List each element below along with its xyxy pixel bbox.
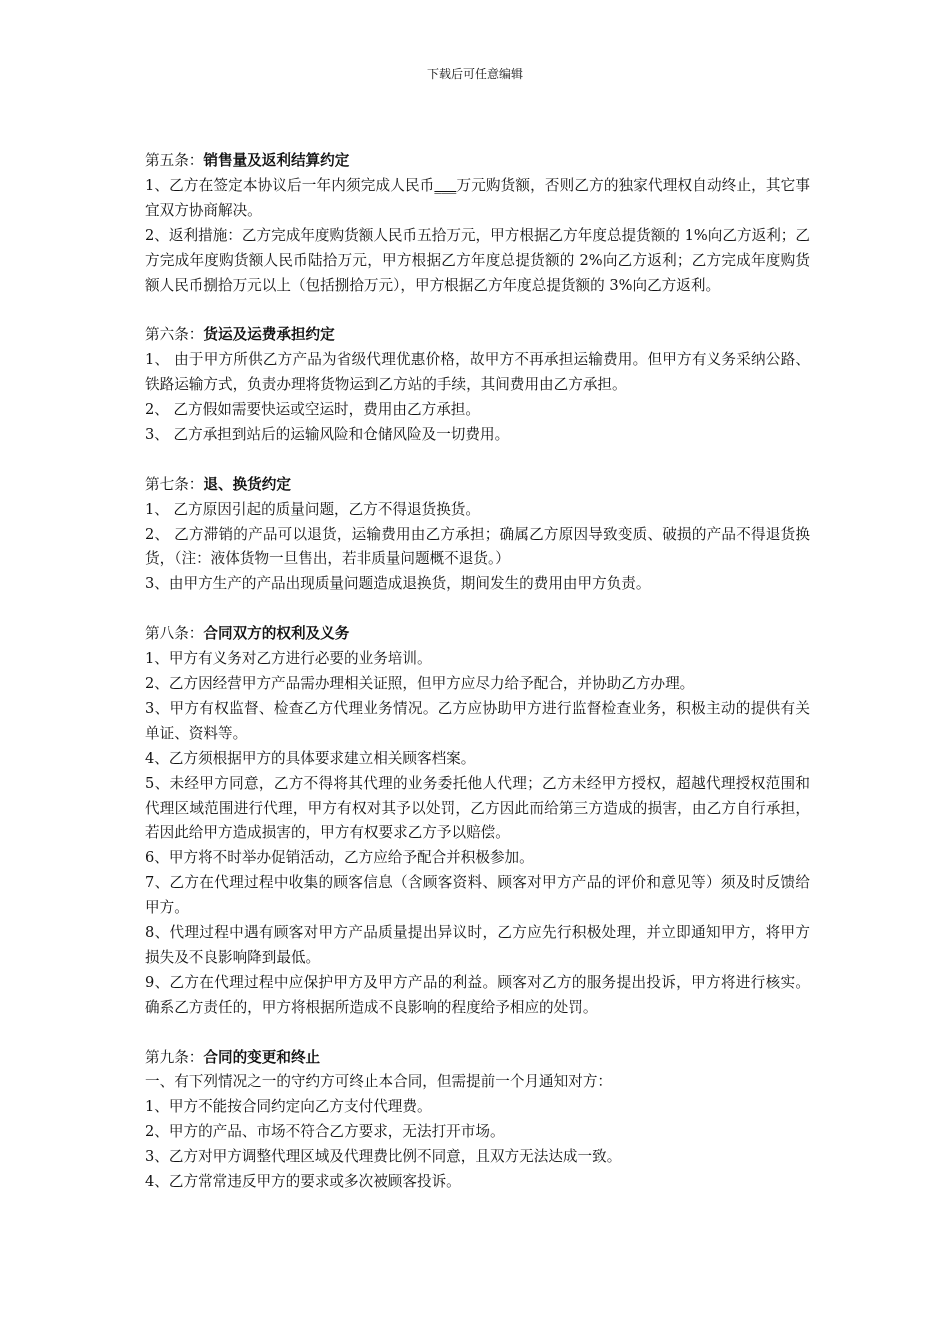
paragraph: 5、未经甲方同意，乙方不得将其代理的业务委托他人代理；乙方未经甲方授权，超越代理授权范围和代理区域范围进行代理，甲方有权对其予以处罚，乙方因此而给第三方造成的损害，由乙方自行承担，若因此给甲方造成损害的，甲方有权要求乙方予以赔偿。 [145,774,810,842]
paragraph: 一、有下列情况之一的守约方可终止本合同，但需提前一个月通知对方： [145,1073,613,1091]
paragraph: 2、 乙方假如需要快运或空运时，费用由乙方承担。 [145,401,480,419]
paragraph: 3、 乙方承担到站后的运输风险和仓储风险及一切费用。 [145,425,510,443]
heading-title: 合同的变更和终止 [203,1048,321,1066]
section-heading [145,622,810,647]
paragraph: 1、 由于甲方所供乙方产品为省级代理优惠价格，故甲方不再承担运输费用。但甲方有义务采纳公路、铁路运输方式，负责办理将货物运到乙方站的手续，其间费用由乙方承担。 [145,351,810,394]
heading-prefix: 第五条： [145,152,204,169]
paragraph [145,174,810,224]
paragraph: 2、乙方因经营甲方产品需办理相关证照，但甲方应尽力给予配合，并协助乙方办理。 [145,674,695,692]
paragraph: 4、乙方常常违反甲方的要求或多次被顾客投诉。 [145,1173,461,1191]
paragraph-text: 万元购货额，否则乙方的独家代理权自动终止，其它事宜双方协商解决。 [145,176,810,219]
paragraph: 3、由甲方生产的产品出现质量问题造成退换货，期间发生的费用由甲方负责。 [145,575,651,593]
paragraph: 6、甲方将不时举办促销活动，乙方应给予配合并积极参加。 [145,849,534,867]
heading-prefix: 第七条： [145,475,204,493]
heading-title: 销售量及返利结算约定 [203,152,350,169]
section-heading [145,473,810,498]
paragraph: 7、乙方在代理过程中收集的顾客信息（含顾客资料、顾客对甲方产品的评价和意见等）须及时反馈给甲方。 [145,874,810,917]
document-body [145,149,810,1195]
paragraph-text: 1、乙方在签定本协议后一年内须完成人民币 [145,176,435,194]
paragraph: 1、甲方有义务对乙方进行必要的业务培训。 [145,650,432,668]
paragraph: 2、 乙方滞销的产品可以退货，运输费用由乙方承担；确属乙方原因导致变质、破损的产品不得退货换货，（注：液体货物一旦售出，若非质量问题概不退货。） [145,525,810,568]
heading-title: 货运及运费承担约定 [203,326,335,344]
heading-prefix: 第八条： [145,625,204,643]
heading-prefix: 第六条： [145,326,204,344]
heading-prefix: 第九条： [145,1048,204,1066]
paragraph: 3、甲方有权监督、检查乙方代理业务情况。乙方应协助甲方进行监督检查业务，积极主动的提供有关单证、资料等。 [145,699,810,742]
section-article-8 [145,622,810,1021]
section-article-6 [145,323,810,448]
section-heading [145,1046,810,1071]
paragraph: 2、返利措施：乙方完成年度购货额人民币五拾万元，甲方根据乙方年度总提货额的 1%向乙方返利；乙方完成年度购货额人民币陆拾万元，甲方根据乙方年度总提货额的 2%向乙方返利；乙方完成年度购货额人民币捌拾万元以上（包括捌拾万元），甲方根据乙方年度总提货额的 3%向乙方返利。 [145,226,810,294]
heading-title: 退、换货约定 [203,475,291,493]
heading-title: 合同双方的权利及义务 [203,625,350,643]
paragraph: 4、乙方须根据甲方的具体要求建立相关顾客档案。 [145,749,476,767]
paragraph: 2、甲方的产品、市场不符合乙方要求，无法打开市场。 [145,1123,505,1141]
section-article-9 [145,1046,810,1195]
section-heading [145,149,810,174]
paragraph: 9、乙方在代理过程中应保护甲方及甲方产品的利益。顾客对乙方的服务提出投诉，甲方将进行核实。确系乙方责任的，甲方将根据所造成不良影响的程度给予相应的处罚。 [145,973,810,1016]
amount-blank: ___ [434,176,457,194]
paragraph: 1、甲方不能按合同约定向乙方支付代理费。 [145,1098,432,1116]
section-article-5 [145,149,810,298]
page-header: 下载后可任意编辑 [426,67,523,81]
paragraph: 8、代理过程中遇有顾客对甲方产品质量提出异议时，乙方应先行积极处理，并立即通知甲方，将甲方损失及不良影响降到最低。 [145,924,810,966]
paragraph: 1、 乙方原因引起的质量问题，乙方不得退货换货。 [145,500,480,518]
section-article-7 [145,473,810,598]
paragraph: 3、乙方对甲方调整代理区域及代理费比例不同意，且双方无法达成一致。 [145,1148,622,1166]
section-heading [145,323,810,348]
